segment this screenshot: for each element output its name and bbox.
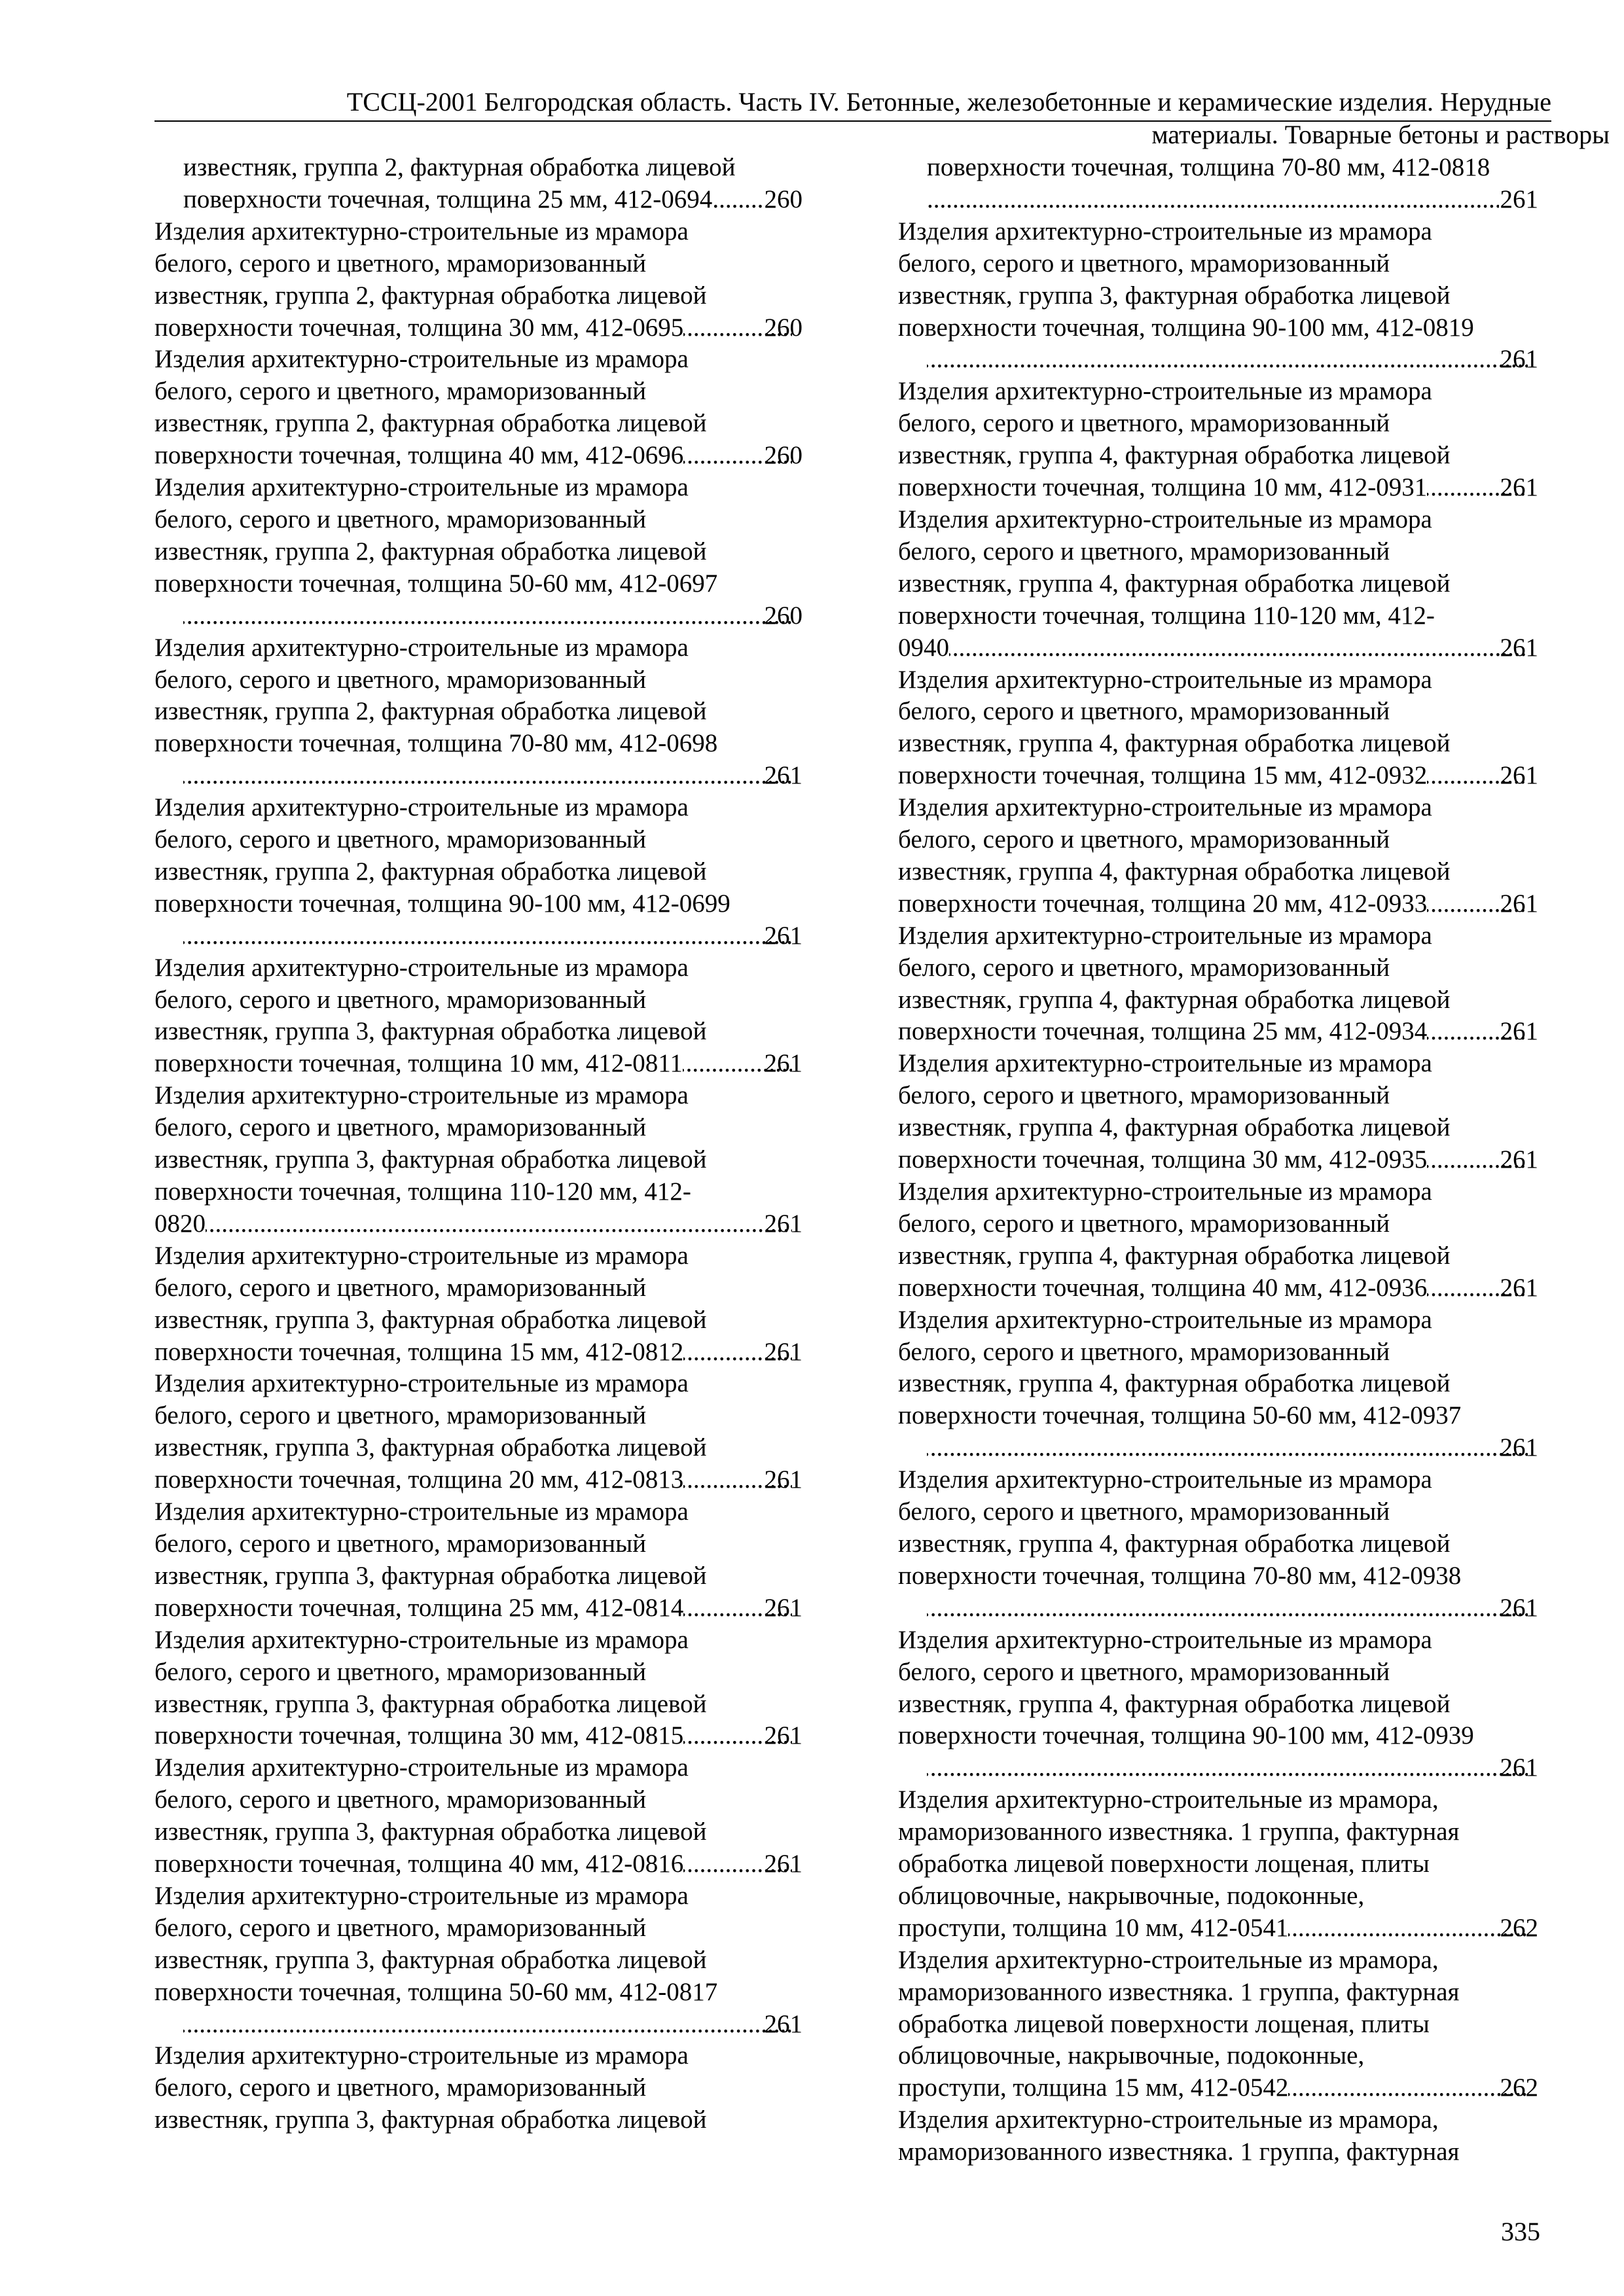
entry-text-line: белого, серого и цветного, мраморизованный bbox=[154, 505, 647, 533]
entry-text-line: белого, серого и цветного, мраморизованный bbox=[154, 249, 647, 278]
entry-text-line: известняк, группа 3, фактурная обработка лицевой bbox=[154, 1017, 707, 1046]
entry-text-line: известняк, группа 4, фактурная обработка лицевой bbox=[898, 1113, 1451, 1142]
page-number: 335 bbox=[1501, 2217, 1540, 2246]
entry-text-line: известняк, группа 3, фактурная обработка лицевой bbox=[898, 281, 1451, 310]
index-entry bbox=[154, 216, 803, 344]
entry-text-line: Изделия архитектурно-строительные из мрамора, bbox=[898, 1785, 1439, 1814]
entry-text-line: поверхности точечная, толщина 40 мм, 412-0696 bbox=[154, 441, 684, 470]
entry-leader-row bbox=[898, 888, 1538, 920]
entry-text-line: известняк, группа 3, фактурная обработка лицевой bbox=[154, 2106, 707, 2134]
entry-leader-row bbox=[154, 1464, 803, 1496]
entry-text-line: белого, серого и цветного, мраморизованный bbox=[898, 1081, 1390, 1110]
page-reference: 261 bbox=[1500, 1145, 1538, 1174]
entry-text-line: известняк, группа 4, фактурная обработка лицевой bbox=[898, 857, 1451, 886]
entry-text-line: Изделия архитектурно-строительные из мрамора bbox=[898, 1305, 1432, 1334]
entry-text-line: Изделия архитектурно-строительные из мрамора bbox=[898, 505, 1432, 533]
entry-text-line: Изделия архитектурно-строительные из мрамора bbox=[898, 1177, 1432, 1206]
entry-text-line: белого, серого и цветного, мраморизованный bbox=[154, 1273, 647, 1302]
entry-text-line: известняк, группа 4, фактурная обработка лицевой bbox=[898, 441, 1451, 470]
index-entry bbox=[898, 1624, 1538, 1785]
entry-leader-row bbox=[154, 1048, 803, 1080]
dot-leader bbox=[949, 632, 1528, 664]
entry-text-line: белого, серого и цветного, мраморизованный bbox=[154, 1401, 647, 1430]
entry-text-line: белого, серого и цветного, мраморизованный bbox=[154, 1113, 647, 1142]
entry-text-line: 0820 bbox=[154, 1209, 206, 1238]
entry-text-line: поверхности точечная, толщина 110-120 мм, 412- bbox=[154, 1177, 691, 1206]
entry-text-line: белого, серого и цветного, мраморизованный bbox=[154, 1785, 647, 1814]
entry-text-line: известняк, группа 4, фактурная обработка лицевой bbox=[898, 1689, 1451, 1718]
index-entry bbox=[154, 1624, 803, 1753]
dot-leader bbox=[927, 1432, 1528, 1464]
entry-text-line: Изделия архитектурно-строительные из мрамора, bbox=[898, 1945, 1439, 1974]
entry-leader-row bbox=[898, 1272, 1538, 1304]
index-entry bbox=[154, 1080, 803, 1240]
entry-text-line: Изделия архитектурно-строительные из мрамора bbox=[154, 1881, 689, 1910]
entry-text-line: Изделия архитектурно-строительные из мрамора bbox=[898, 793, 1432, 822]
entry-leader-row bbox=[183, 600, 803, 632]
entry-leader-row bbox=[183, 760, 803, 792]
index-entry bbox=[898, 792, 1538, 920]
entry-leader-row bbox=[154, 1848, 803, 1880]
entry-text-line: поверхности точечная, толщина 30 мм, 412-0695 bbox=[154, 313, 684, 342]
entry-text-line: поверхности точечная, толщина 25 мм, 412-0814 bbox=[154, 1593, 684, 1622]
entry-text-line: белого, серого и цветного, мраморизованный bbox=[898, 537, 1390, 565]
page-reference: 261 bbox=[764, 1049, 803, 1078]
entry-text-line: поверхности точечная, толщина 70-80 мм, 412-0938 bbox=[898, 1561, 1462, 1590]
index-entry bbox=[898, 504, 1538, 664]
entry-text-line: известняк, группа 4, фактурная обработка лицевой bbox=[898, 1529, 1451, 1558]
entry-text-line: поверхности точечная, толщина 40 мм, 412-0816 bbox=[154, 1850, 684, 1878]
dot-leader bbox=[927, 184, 1499, 216]
entry-text-line: белого, серого и цветного, мраморизованный bbox=[154, 1657, 647, 1686]
entry-text-line: Изделия архитектурно-строительные из мрамора bbox=[154, 473, 689, 502]
entry-leader-row bbox=[154, 1208, 803, 1240]
index-entry bbox=[898, 664, 1538, 793]
entry-text-line: известняк, группа 3, фактурная обработка лицевой bbox=[154, 1145, 707, 1174]
index-entry bbox=[898, 216, 1538, 376]
entry-text-line: Изделия архитектурно-строительные из мрамора bbox=[898, 665, 1432, 694]
entry-text-line: обработка лицевой поверхности лощеная, плиты bbox=[898, 2009, 1430, 2038]
entry-text-line: белого, серого и цветного, мраморизованный bbox=[898, 953, 1390, 982]
page-reference: 262 bbox=[1500, 1913, 1538, 1942]
entry-text-line: известняк, группа 4, фактурная обработка лицевой bbox=[898, 1241, 1451, 1270]
entry-text-line: поверхности точечная, толщина 25 мм, 412-0934 bbox=[898, 1017, 1428, 1046]
entry-text-line: известняк, группа 4, фактурная обработка лицевой bbox=[898, 1369, 1451, 1398]
entry-text-line: белого, серого и цветного, мраморизованный bbox=[154, 2073, 647, 2102]
entry-leader-row bbox=[898, 1016, 1538, 1048]
entry-text-line: Изделия архитектурно-строительные из мрамора bbox=[898, 1049, 1432, 1078]
dot-leader bbox=[927, 1752, 1528, 1784]
index-column-right bbox=[898, 152, 1538, 2168]
page-reference: 261 bbox=[764, 1465, 803, 1494]
entry-leader-row bbox=[154, 1592, 803, 1624]
entry-text-line: поверхности точечная, толщина 90-100 мм, 412-0699 bbox=[154, 889, 731, 918]
page-reference: 260 bbox=[764, 601, 803, 630]
page-reference: 260 bbox=[764, 441, 803, 470]
page-reference: 261 bbox=[1500, 185, 1538, 213]
entry-text-line: известняк, группа 3, фактурная обработка лицевой bbox=[154, 1561, 707, 1590]
entry-text-line: Изделия архитектурно-строительные из мрамора bbox=[898, 1465, 1432, 1494]
entry-leader-row bbox=[898, 632, 1538, 664]
entry-text-line: Изделия архитектурно-строительные из мрамора bbox=[154, 1498, 689, 1526]
entry-leader-row bbox=[898, 1144, 1538, 1176]
entry-leader-row bbox=[927, 1592, 1538, 1624]
entry-text-line: белого, серого и цветного, мраморизованный bbox=[154, 825, 647, 854]
index-entry bbox=[154, 472, 803, 632]
index-entry bbox=[154, 152, 803, 216]
index-entry bbox=[154, 952, 803, 1081]
entry-leader-row bbox=[183, 2009, 803, 2041]
entry-text-line: поверхности точечная, толщина 10 мм, 412-0811 bbox=[154, 1049, 683, 1078]
header-title-continuation: материалы. Товарные бетоны и растворы bbox=[1151, 120, 1610, 149]
page-reference: 261 bbox=[764, 921, 803, 950]
page-reference: 261 bbox=[1500, 889, 1538, 918]
entry-text-line: белого, серого и цветного, мраморизованный bbox=[898, 409, 1390, 438]
entry-leader-row bbox=[927, 1752, 1538, 1784]
index-entry bbox=[898, 1304, 1538, 1465]
entry-text-line: 0940 bbox=[898, 633, 949, 662]
entry-leader-row bbox=[154, 440, 803, 472]
entry-text-line: известняк, группа 2, фактурная обработка лицевой bbox=[183, 153, 736, 181]
entry-text-line: поверхности точечная, толщина 70-80 мм, 412-0818 bbox=[927, 153, 1490, 181]
entry-text-line: известняк, группа 3, фактурная обработка лицевой bbox=[154, 1945, 707, 1974]
entry-text-line: мраморизованного известняка. 1 группа, фактурная bbox=[898, 1818, 1460, 1846]
entry-text-line: Изделия архитектурно-строительные из мрамора bbox=[154, 2041, 689, 2070]
entry-text-line: мраморизованного известняка. 1 группа, фактурная bbox=[898, 1977, 1460, 2006]
entry-text-line: белого, серого и цветного, мраморизованный bbox=[154, 985, 647, 1014]
page-reference: 261 bbox=[764, 1337, 803, 1366]
entry-text-line: известняк, группа 2, фактурная обработка лицевой bbox=[154, 697, 707, 726]
page-reference: 262 bbox=[1500, 2073, 1538, 2102]
entry-text-line: поверхности точечная, толщина 15 мм, 412-0812 bbox=[154, 1337, 684, 1366]
page-reference: 261 bbox=[1500, 1273, 1538, 1302]
entry-text-line: известняк, группа 4, фактурная обработка лицевой bbox=[898, 569, 1451, 598]
entry-text-line: Изделия архитектурно-строительные из мрамора bbox=[898, 921, 1432, 950]
entry-text-line: известняк, группа 3, фактурная обработка лицевой bbox=[154, 1689, 707, 1718]
dot-leader bbox=[183, 600, 792, 632]
entry-text-line: Изделия архитектурно-строительные из мрамора bbox=[154, 1753, 689, 1782]
page-reference: 261 bbox=[764, 761, 803, 790]
entry-text-line: поверхности точечная, толщина 90-100 мм, 412-0819 bbox=[898, 313, 1474, 342]
entry-text-line: белого, серого и цветного, мраморизованный bbox=[898, 697, 1390, 726]
entry-text-line: облицовочные, накрывочные, подоконные, bbox=[898, 2041, 1365, 2070]
page-reference: 261 bbox=[764, 1850, 803, 1878]
page-reference: 261 bbox=[1500, 1017, 1538, 1046]
entry-text-line: Изделия архитектурно-строительные из мрамора bbox=[154, 633, 689, 662]
page-reference: 261 bbox=[1500, 1753, 1538, 1782]
entry-text-line: белого, серого и цветного, мраморизованный bbox=[898, 1498, 1390, 1526]
dot-leader bbox=[183, 760, 792, 792]
page-reference: 260 bbox=[764, 185, 803, 213]
entry-leader-row bbox=[183, 184, 803, 216]
entry-text-line: известняк, группа 4, фактурная обработка лицевой bbox=[898, 985, 1451, 1014]
index-entry bbox=[154, 792, 803, 952]
entry-text-line: проступи, толщина 15 мм, 412-0542 bbox=[898, 2073, 1289, 2102]
entry-text-line: поверхности точечная, толщина 20 мм, 412-0813 bbox=[154, 1465, 684, 1494]
page-reference: 261 bbox=[1500, 761, 1538, 790]
entry-leader-row bbox=[898, 2072, 1538, 2104]
page-reference: 261 bbox=[764, 1209, 803, 1238]
header-title: ТССЦ-2001 Белгородская область. Часть IV. Бетонные, железобетонные и керамические изделия. Нерудные bbox=[346, 87, 1551, 117]
entry-text-line: поверхности точечная, толщина 70-80 мм, 412-0698 bbox=[154, 729, 718, 758]
entry-text-line: белого, серого и цветного, мраморизованный bbox=[898, 825, 1390, 854]
entry-text-line: обработка лицевой поверхности лощеная, плиты bbox=[898, 1850, 1430, 1878]
index-entry bbox=[154, 632, 803, 793]
page-reference: 261 bbox=[764, 1721, 803, 1750]
dot-leader bbox=[927, 344, 1528, 376]
entry-text-line: поверхности точечная, толщина 50-60 мм, 412-0697 bbox=[154, 569, 718, 598]
entry-text-line: белого, серого и цветного, мраморизованный bbox=[898, 1209, 1390, 1238]
index-entry bbox=[154, 344, 803, 472]
page-reference: 261 bbox=[1500, 1593, 1538, 1622]
entry-text-line: поверхности точечная, толщина 30 мм, 412-0935 bbox=[898, 1145, 1428, 1174]
index-entry bbox=[898, 1048, 1538, 1176]
dot-leader bbox=[206, 1208, 792, 1240]
entry-leader-row bbox=[154, 312, 803, 344]
entry-text-line: белого, серого и цветного, мраморизованный bbox=[898, 1657, 1390, 1686]
dot-leader bbox=[1288, 2072, 1527, 2104]
entry-text-line: проступи, толщина 10 мм, 412-0541 bbox=[898, 1913, 1289, 1942]
entry-text-line: Изделия архитектурно-строительные из мрамора bbox=[154, 1081, 689, 1110]
entry-text-line: Изделия архитектурно-строительные из мрамора bbox=[154, 953, 689, 982]
entry-text-line: известняк, группа 4, фактурная обработка лицевой bbox=[898, 729, 1451, 758]
page-reference: 261 bbox=[1500, 345, 1538, 374]
index-entry bbox=[154, 1368, 803, 1496]
entry-text-line: белого, серого и цветного, мраморизованный bbox=[154, 1529, 647, 1558]
index-entry bbox=[898, 2104, 1538, 2168]
entry-text-line: известняк, группа 3, фактурная обработка лицевой bbox=[154, 1433, 707, 1462]
entry-text-line: поверхности точечная, толщина 15 мм, 412-0932 bbox=[898, 761, 1428, 790]
entry-text-line: поверхности точечная, толщина 10 мм, 412-0931 bbox=[898, 473, 1428, 502]
index-entry bbox=[898, 152, 1538, 216]
entry-text-line: известняк, группа 2, фактурная обработка лицевой bbox=[154, 537, 707, 565]
entry-text-line: Изделия архитектурно-строительные из мрамора bbox=[154, 345, 689, 374]
entry-text-line: Изделия архитектурно-строительные из мрамора bbox=[898, 217, 1432, 245]
running-header bbox=[154, 85, 1551, 122]
index-entry bbox=[154, 2040, 803, 2136]
index-entry bbox=[898, 1945, 1538, 2105]
entry-text-line: поверхности точечная, толщина 110-120 мм, 412- bbox=[898, 601, 1435, 630]
entry-text-line: поверхности точечная, толщина 50-60 мм, 412-0937 bbox=[898, 1401, 1462, 1430]
entry-text-line: Изделия архитектурно-строительные из мрамора, bbox=[898, 2106, 1439, 2134]
entry-text-line: Изделия архитектурно-строительные из мрамора bbox=[898, 1625, 1432, 1654]
index-column-left bbox=[154, 152, 803, 2136]
page-reference: 260 bbox=[764, 313, 803, 342]
page-reference: 261 bbox=[1500, 633, 1538, 662]
entry-text-line: известняк, группа 2, фактурная обработка лицевой bbox=[154, 409, 707, 438]
entry-leader-row bbox=[927, 184, 1538, 216]
entry-text-line: поверхности точечная, толщина 90-100 мм, 412-0939 bbox=[898, 1721, 1474, 1750]
entry-text-line: поверхности точечная, толщина 50-60 мм, 412-0817 bbox=[154, 1977, 718, 2006]
index-entry bbox=[898, 1176, 1538, 1304]
page-reference: 261 bbox=[1500, 473, 1538, 502]
entry-leader-row bbox=[898, 760, 1538, 792]
entry-text-line: Изделия архитектурно-строительные из мрамора bbox=[154, 217, 689, 245]
entry-leader-row bbox=[154, 1336, 803, 1369]
entry-text-line: поверхности точечная, толщина 25 мм, 412-0694 bbox=[183, 185, 713, 213]
entry-text-line: белого, серого и цветного, мраморизованный bbox=[154, 377, 647, 406]
dot-leader bbox=[712, 184, 763, 216]
page-reference: 261 bbox=[1500, 1433, 1538, 1462]
entry-leader-row bbox=[927, 1432, 1538, 1464]
entry-text-line: Изделия архитектурно-строительные из мрамора bbox=[154, 1369, 689, 1398]
dot-leader bbox=[1288, 1912, 1527, 1945]
entry-text-line: известняк, группа 2, фактурная обработка лицевой bbox=[154, 857, 707, 886]
dot-leader bbox=[183, 2009, 792, 2041]
entry-text-line: известняк, группа 2, фактурная обработка лицевой bbox=[154, 281, 707, 310]
entry-text-line: белого, серого и цветного, мраморизованный bbox=[154, 665, 647, 694]
page-reference: 261 bbox=[764, 1593, 803, 1622]
index-entry bbox=[154, 1240, 803, 1369]
entry-text-line: облицовочные, накрывочные, подоконные, bbox=[898, 1881, 1365, 1910]
dot-leader bbox=[183, 920, 792, 952]
entry-text-line: Изделия архитектурно-строительные из мрамора bbox=[154, 793, 689, 822]
entry-text-line: Изделия архитектурно-строительные из мрамора bbox=[154, 1625, 689, 1654]
entry-text-line: белого, серого и цветного, мраморизованный bbox=[154, 1913, 647, 1942]
index-entry bbox=[154, 1752, 803, 1880]
entry-leader-row bbox=[898, 472, 1538, 504]
entry-text-line: Изделия архитектурно-строительные из мрамора bbox=[154, 1241, 689, 1270]
entry-text-line: поверхности точечная, толщина 30 мм, 412-0815 bbox=[154, 1721, 684, 1750]
entry-leader-row bbox=[154, 1720, 803, 1752]
index-entry bbox=[898, 920, 1538, 1049]
entry-text-line: известняк, группа 3, фактурная обработка лицевой bbox=[154, 1305, 707, 1334]
dot-leader bbox=[927, 1592, 1528, 1624]
entry-text-line: мраморизованного известняка. 1 группа, фактурная bbox=[898, 2138, 1460, 2166]
entry-leader-row bbox=[898, 1912, 1538, 1945]
entry-text-line: белого, серого и цветного, мраморизованный bbox=[898, 1337, 1390, 1366]
entry-leader-row bbox=[927, 344, 1538, 376]
entry-text-line: Изделия архитектурно-строительные из мрамора bbox=[898, 377, 1432, 406]
index-entry bbox=[898, 1784, 1538, 1945]
entry-text-line: белого, серого и цветного, мраморизованный bbox=[898, 249, 1390, 278]
entry-text-line: поверхности точечная, толщина 40 мм, 412-0936 bbox=[898, 1273, 1428, 1302]
entry-text-line: поверхности точечная, толщина 20 мм, 412-0933 bbox=[898, 889, 1428, 918]
index-entry bbox=[154, 1496, 803, 1624]
page-reference: 261 bbox=[764, 2009, 803, 2038]
index-entry bbox=[154, 1880, 803, 2041]
entry-leader-row bbox=[183, 920, 803, 952]
index-entry bbox=[898, 1464, 1538, 1624]
index-entry bbox=[898, 376, 1538, 504]
entry-text-line: известняк, группа 3, фактурная обработка лицевой bbox=[154, 1818, 707, 1846]
